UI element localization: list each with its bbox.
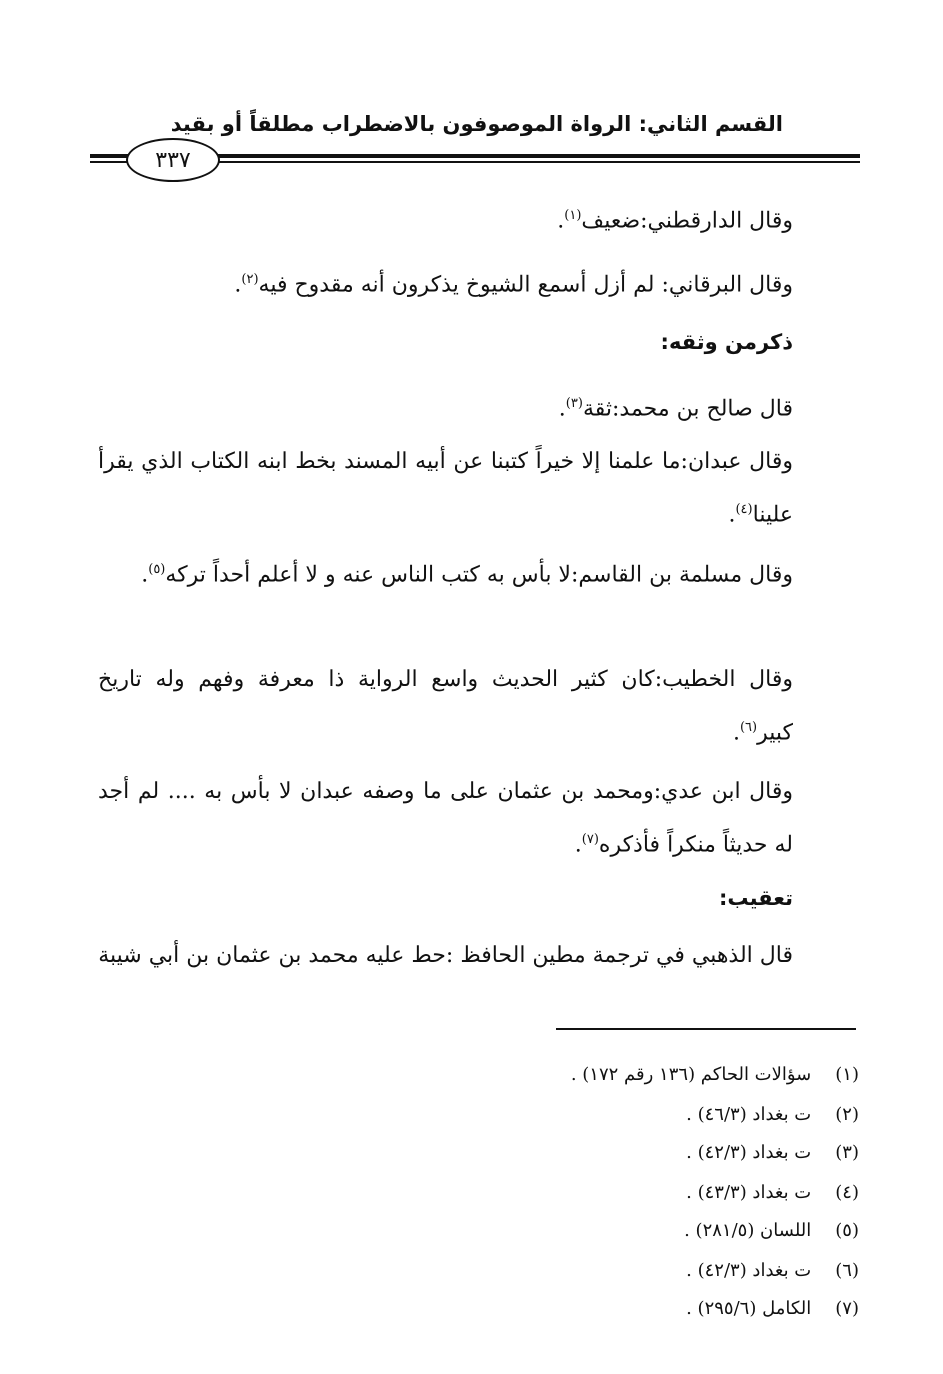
p7-end: . bbox=[574, 832, 582, 858]
footnote-4 bbox=[686, 1182, 859, 1203]
p1-end: . bbox=[557, 208, 565, 234]
footnote-number: (٤) bbox=[835, 1182, 859, 1203]
footnote-number: (٥) bbox=[835, 1220, 859, 1241]
p2 bbox=[98, 256, 793, 309]
p4-ref: (٤) bbox=[735, 502, 753, 517]
heading-trusted: ذكرمن وثقه: bbox=[660, 330, 793, 354]
p7-ref: (٧) bbox=[581, 832, 599, 847]
p5-text: وقال مسلمة بن القاسم:لا بأس به كتب الناس عنه و لا أعلم أحداً تركه bbox=[165, 562, 793, 588]
p2-ref: (٢) bbox=[241, 272, 259, 287]
p2-end: . bbox=[234, 272, 242, 298]
p4 bbox=[98, 438, 793, 539]
p5-end: . bbox=[141, 562, 149, 588]
footnote-1 bbox=[571, 1064, 859, 1085]
p1-ref: (١) bbox=[564, 208, 582, 223]
p3-text: قال صالح بن محمد:ثقة bbox=[582, 396, 793, 422]
p7-text: وقال ابن عدي:ومحمد بن عثمان على ما وصفه عبدان لا بأس به .... لم أجد له حديثاً منكراً فأذكره bbox=[98, 779, 793, 858]
footnote-number: (١) bbox=[835, 1064, 859, 1085]
p6-ref: (٦) bbox=[739, 720, 758, 735]
footnote-7 bbox=[686, 1298, 859, 1319]
p7 bbox=[98, 768, 793, 869]
footnote-number: (٦) bbox=[835, 1260, 859, 1281]
p6 bbox=[98, 656, 793, 757]
page-number: ٣٣٧ bbox=[126, 138, 220, 182]
footnote-text: ت بغداد (٤٣/٣) . bbox=[686, 1182, 812, 1203]
footnote-5 bbox=[684, 1220, 859, 1241]
footnote-2 bbox=[686, 1104, 859, 1125]
footnote-text: ت بغداد (٤٦/٣) . bbox=[686, 1104, 812, 1125]
p4-text: وقال عبدان:ما علمنا إلا خيراً كتبنا عن أبيه المسند بخط ابنه الكتاب الذي يقرأ علينا bbox=[98, 449, 793, 528]
p5-ref: (٥) bbox=[148, 562, 166, 577]
p6-text: وقال الخطيب:كان كثير الحديث واسع الرواية ذا معرفة وفهم وله تاريخ كبير bbox=[98, 667, 793, 746]
footnote-text: سؤالات الحاكم (١٣٦ رقم ١٧٢) . bbox=[570, 1064, 812, 1085]
footnote-text: اللسان (٢٨١/٥) . bbox=[684, 1220, 812, 1241]
footnote-text: الكامل (٢٩٥/٦) . bbox=[686, 1298, 812, 1319]
footnote-number: (٢) bbox=[835, 1104, 859, 1125]
p8: قال الذهبي في ترجمة مطين الحافظ :حط عليه محمد بن عثمان بن أبي شيبة bbox=[98, 943, 793, 968]
p4-end: . bbox=[728, 502, 736, 528]
footnote-text: ت بغداد (٤٢/٣) . bbox=[686, 1260, 812, 1281]
p1 bbox=[98, 192, 793, 245]
footnote-separator bbox=[556, 1028, 856, 1030]
p3-end: . bbox=[558, 396, 566, 422]
p3-ref: (٣) bbox=[565, 396, 583, 411]
footnote-6 bbox=[686, 1260, 859, 1281]
p3 bbox=[98, 380, 793, 433]
footnote-3 bbox=[686, 1142, 859, 1163]
footnote-number: (٣) bbox=[835, 1142, 859, 1163]
footnote-text: ت بغداد (٤٢/٣) . bbox=[686, 1142, 812, 1163]
heading-commentary: تعقيب: bbox=[718, 886, 793, 910]
p2-text: وقال البرقاني: لم أزل أسمع الشيوخ يذكرون أنه مقدوح فيه bbox=[258, 272, 793, 298]
p5 bbox=[98, 546, 793, 599]
footnote-number: (٧) bbox=[835, 1298, 859, 1319]
p6-end: . bbox=[732, 720, 740, 746]
running-header-title: القسم الثاني: الرواة الموصوفون بالاضطراب مطلقاً أو بقيد bbox=[170, 112, 783, 136]
p1-text: وقال الدارقطني:ضعيف bbox=[581, 208, 793, 234]
